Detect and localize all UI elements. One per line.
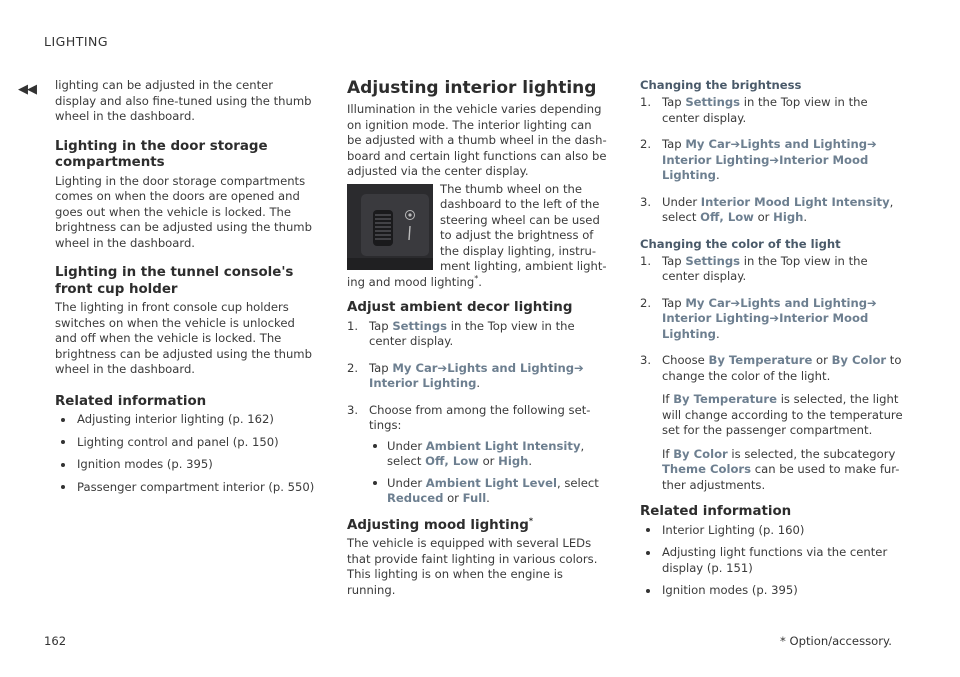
step-1: 1. Tap Settings in the Top view in the center display. bbox=[640, 253, 868, 283]
step-2: 2. Tap My Car➔Lights and Lighting➔ Interior Lighting➔Interior Mood Lighting. bbox=[640, 295, 877, 341]
ambient-steps bbox=[347, 319, 609, 507]
brightness-heading: Changing the brightness bbox=[640, 78, 802, 92]
thumb-wheel-image bbox=[347, 184, 433, 270]
brightness-steps bbox=[640, 95, 908, 226]
step-2: 2. Tap My Car➔Lights and Lighting➔ Interior Lighting. bbox=[347, 360, 584, 390]
step-1: 1. Tap Settings in the Top view in the center display. bbox=[640, 95, 868, 125]
arrow-right-icon: ➔ bbox=[437, 360, 448, 375]
arrow-right-icon: ➔ bbox=[574, 360, 584, 375]
tunnel-lighting-heading: Lighting in the tunnel console's front cup holder bbox=[55, 265, 294, 297]
related-info-heading: Related information bbox=[55, 393, 207, 409]
column-left bbox=[55, 78, 317, 502]
related-link[interactable]: Ignition modes (p. 395) bbox=[55, 457, 317, 473]
related-link[interactable]: Interior Lighting (p. 160) bbox=[640, 523, 908, 539]
step-2: 2. Tap My Car➔Lights and Lighting➔ Interior Lighting➔Interior Mood Lighting. bbox=[640, 137, 877, 182]
arrow-right-icon: ➔ bbox=[867, 137, 877, 151]
step-3: 3. Choose from among the following set-tings: Under Ambient Light Intensity, select Off, Low or High. Under Ambient Light Level, select Reduced or Full. bbox=[347, 403, 609, 507]
section-intro: Illumination in the vehicle varies depending on ignition mode. The interior lighting can be adjusted with a thumb wheel in the dash-board and certain light functions can also be adjusted via the center display. bbox=[347, 102, 607, 178]
column-middle bbox=[347, 78, 609, 598]
related-link[interactable]: Adjusting interior lighting (p. 162) bbox=[55, 412, 317, 428]
mood-lighting-heading: Adjusting mood lighting* bbox=[347, 516, 534, 533]
arrow-right-icon: ➔ bbox=[730, 295, 741, 310]
ambient-lighting-heading: Adjust ambient decor lighting bbox=[347, 300, 573, 315]
page-title: Adjusting interior lighting bbox=[347, 78, 597, 98]
arrow-right-icon: ➔ bbox=[769, 152, 780, 167]
color-note: If By Color is selected, the subcategory Theme Colors can be used to make fur-ther adjustments. bbox=[662, 446, 900, 492]
related-link[interactable]: Passenger compartment interior (p. 550) bbox=[55, 480, 317, 496]
intro-continued-text: lighting can be adjusted in the center display and also fine-tuned using the thumb wheel in the dashboard. bbox=[55, 78, 312, 123]
related-info-list bbox=[640, 523, 908, 599]
arrow-right-icon: ➔ bbox=[769, 311, 780, 325]
step-1: 1. Tap Settings in the Top view in the center display. bbox=[347, 318, 575, 348]
option-footnote: * Option/accessory. bbox=[780, 634, 892, 648]
continued-from-previous-icon: ◀◀ bbox=[18, 82, 36, 97]
arrow-right-icon: ➔ bbox=[867, 295, 877, 310]
column-right bbox=[640, 78, 908, 606]
tunnel-lighting-text: The lighting in front console cup holders switches on when the vehicle is unlocked and off when the vehicle is locked. The brightness can be adjusted using the thumb wheel in the dashboard. bbox=[55, 300, 312, 376]
door-lighting-heading: Lighting in the door storage compartments bbox=[55, 138, 268, 170]
option-level: Under Ambient Light Level, select Reduced or Full. bbox=[369, 476, 609, 507]
ambient-options bbox=[369, 439, 609, 507]
mood-lighting-text: The vehicle is equipped with several LEDs that provide faint lighting in various colors. This lighting is on when the engine is running. bbox=[347, 536, 598, 597]
related-info-list bbox=[55, 412, 317, 495]
running-header: LIGHTING bbox=[44, 34, 109, 49]
door-lighting-text: Lighting in the door storage compartments comes on when the doors are opened and goes out when the vehicle is locked. The brightness can be adjusted using the thumb wheel in the dashboard. bbox=[55, 173, 312, 250]
color-heading: Changing the color of the light bbox=[640, 236, 841, 251]
arrow-right-icon: ➔ bbox=[730, 137, 741, 151]
thumb-wheel-figure bbox=[347, 182, 609, 291]
related-link[interactable]: Adjusting light functions via the center display (p. 151) bbox=[640, 545, 908, 576]
related-info-heading: Related information bbox=[640, 504, 792, 519]
step-3: 3. Choose By Temperature or By Color to change the color of the light. If By Temperature is selected, the light will change according to the temperature set for the passenger compartment. If By Color is selected, the subcategory Theme Colors can be used to make fur-ther adjustments. bbox=[640, 353, 908, 493]
thumb-wheel-description: The thumb wheel on the dashboard to the left of the steering wheel can be used to adjust the brightness of the display lighting, instru-ment lighting, ambient light-ing and mood lighting*. bbox=[347, 181, 607, 289]
page-number: 162 bbox=[44, 634, 67, 648]
option-intensity: Under Ambient Light Intensity, select Off, Low or High. bbox=[369, 439, 609, 470]
related-link[interactable]: Lighting control and panel (p. 150) bbox=[55, 435, 317, 451]
related-link[interactable]: Ignition modes (p. 395) bbox=[640, 583, 908, 599]
temperature-note: If By Temperature is selected, the light will change according to the temperature set for the passenger compartment. bbox=[662, 392, 903, 437]
color-steps bbox=[640, 254, 908, 494]
step-3: 3. Under Interior Mood Light Intensity, select Off, Low or High. bbox=[640, 194, 894, 224]
